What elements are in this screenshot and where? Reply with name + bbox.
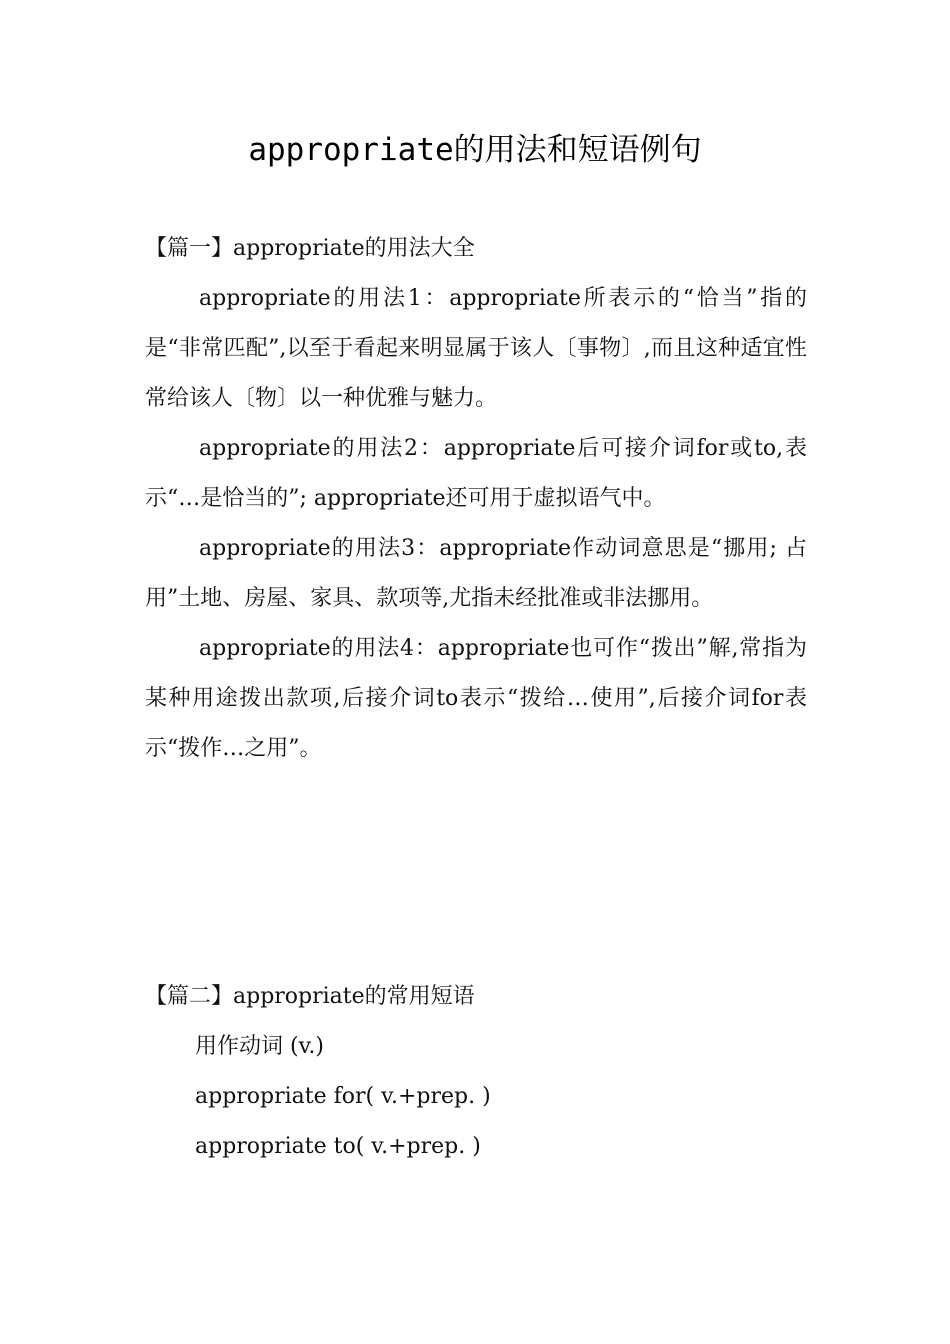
section-phrases — [145, 972, 807, 1172]
phrase-line-for: appropriate for( v.+prep. ) — [195, 1084, 491, 1109]
section-heading-phrases: 【篇二】appropriate的常用短语 — [145, 984, 475, 1009]
page-title: appropriate的用法和短语例句 — [248, 132, 702, 168]
usage-paragraph-4: appropriate的用法4：appropriate也可作“拨出”解,常指为某种用途拨出款项,后接介词to表示“拨给…使用”,后接介词for表示“拨作…之用”。 — [145, 636, 807, 761]
section-usage — [145, 224, 807, 774]
usage-paragraph-3: appropriate的用法3：appropriate作动词意思是“挪用; 占用”土地、房屋、家具、款项等,尤指未经批准或非法挪用。 — [145, 536, 807, 611]
phrase-line-verb: 用作动词 (v.) — [195, 1034, 324, 1059]
usage-paragraph-1: appropriate的用法1：appropriate所表示的“恰当”指的是“非常匹配”,以至于看起来明显属于该人〔事物〕,而且这种适宜性常给该人〔物〕以一种优雅与魅力。 — [145, 286, 807, 411]
phrase-line-to: appropriate to( v.+prep. ) — [195, 1134, 481, 1159]
usage-paragraph-2: appropriate的用法2：appropriate后可接介词for或to,表示“…是恰当的”; appropriate还可用于虚拟语气中。 — [145, 436, 807, 511]
section-heading-usage: 【篇一】appropriate的用法大全 — [145, 236, 475, 261]
